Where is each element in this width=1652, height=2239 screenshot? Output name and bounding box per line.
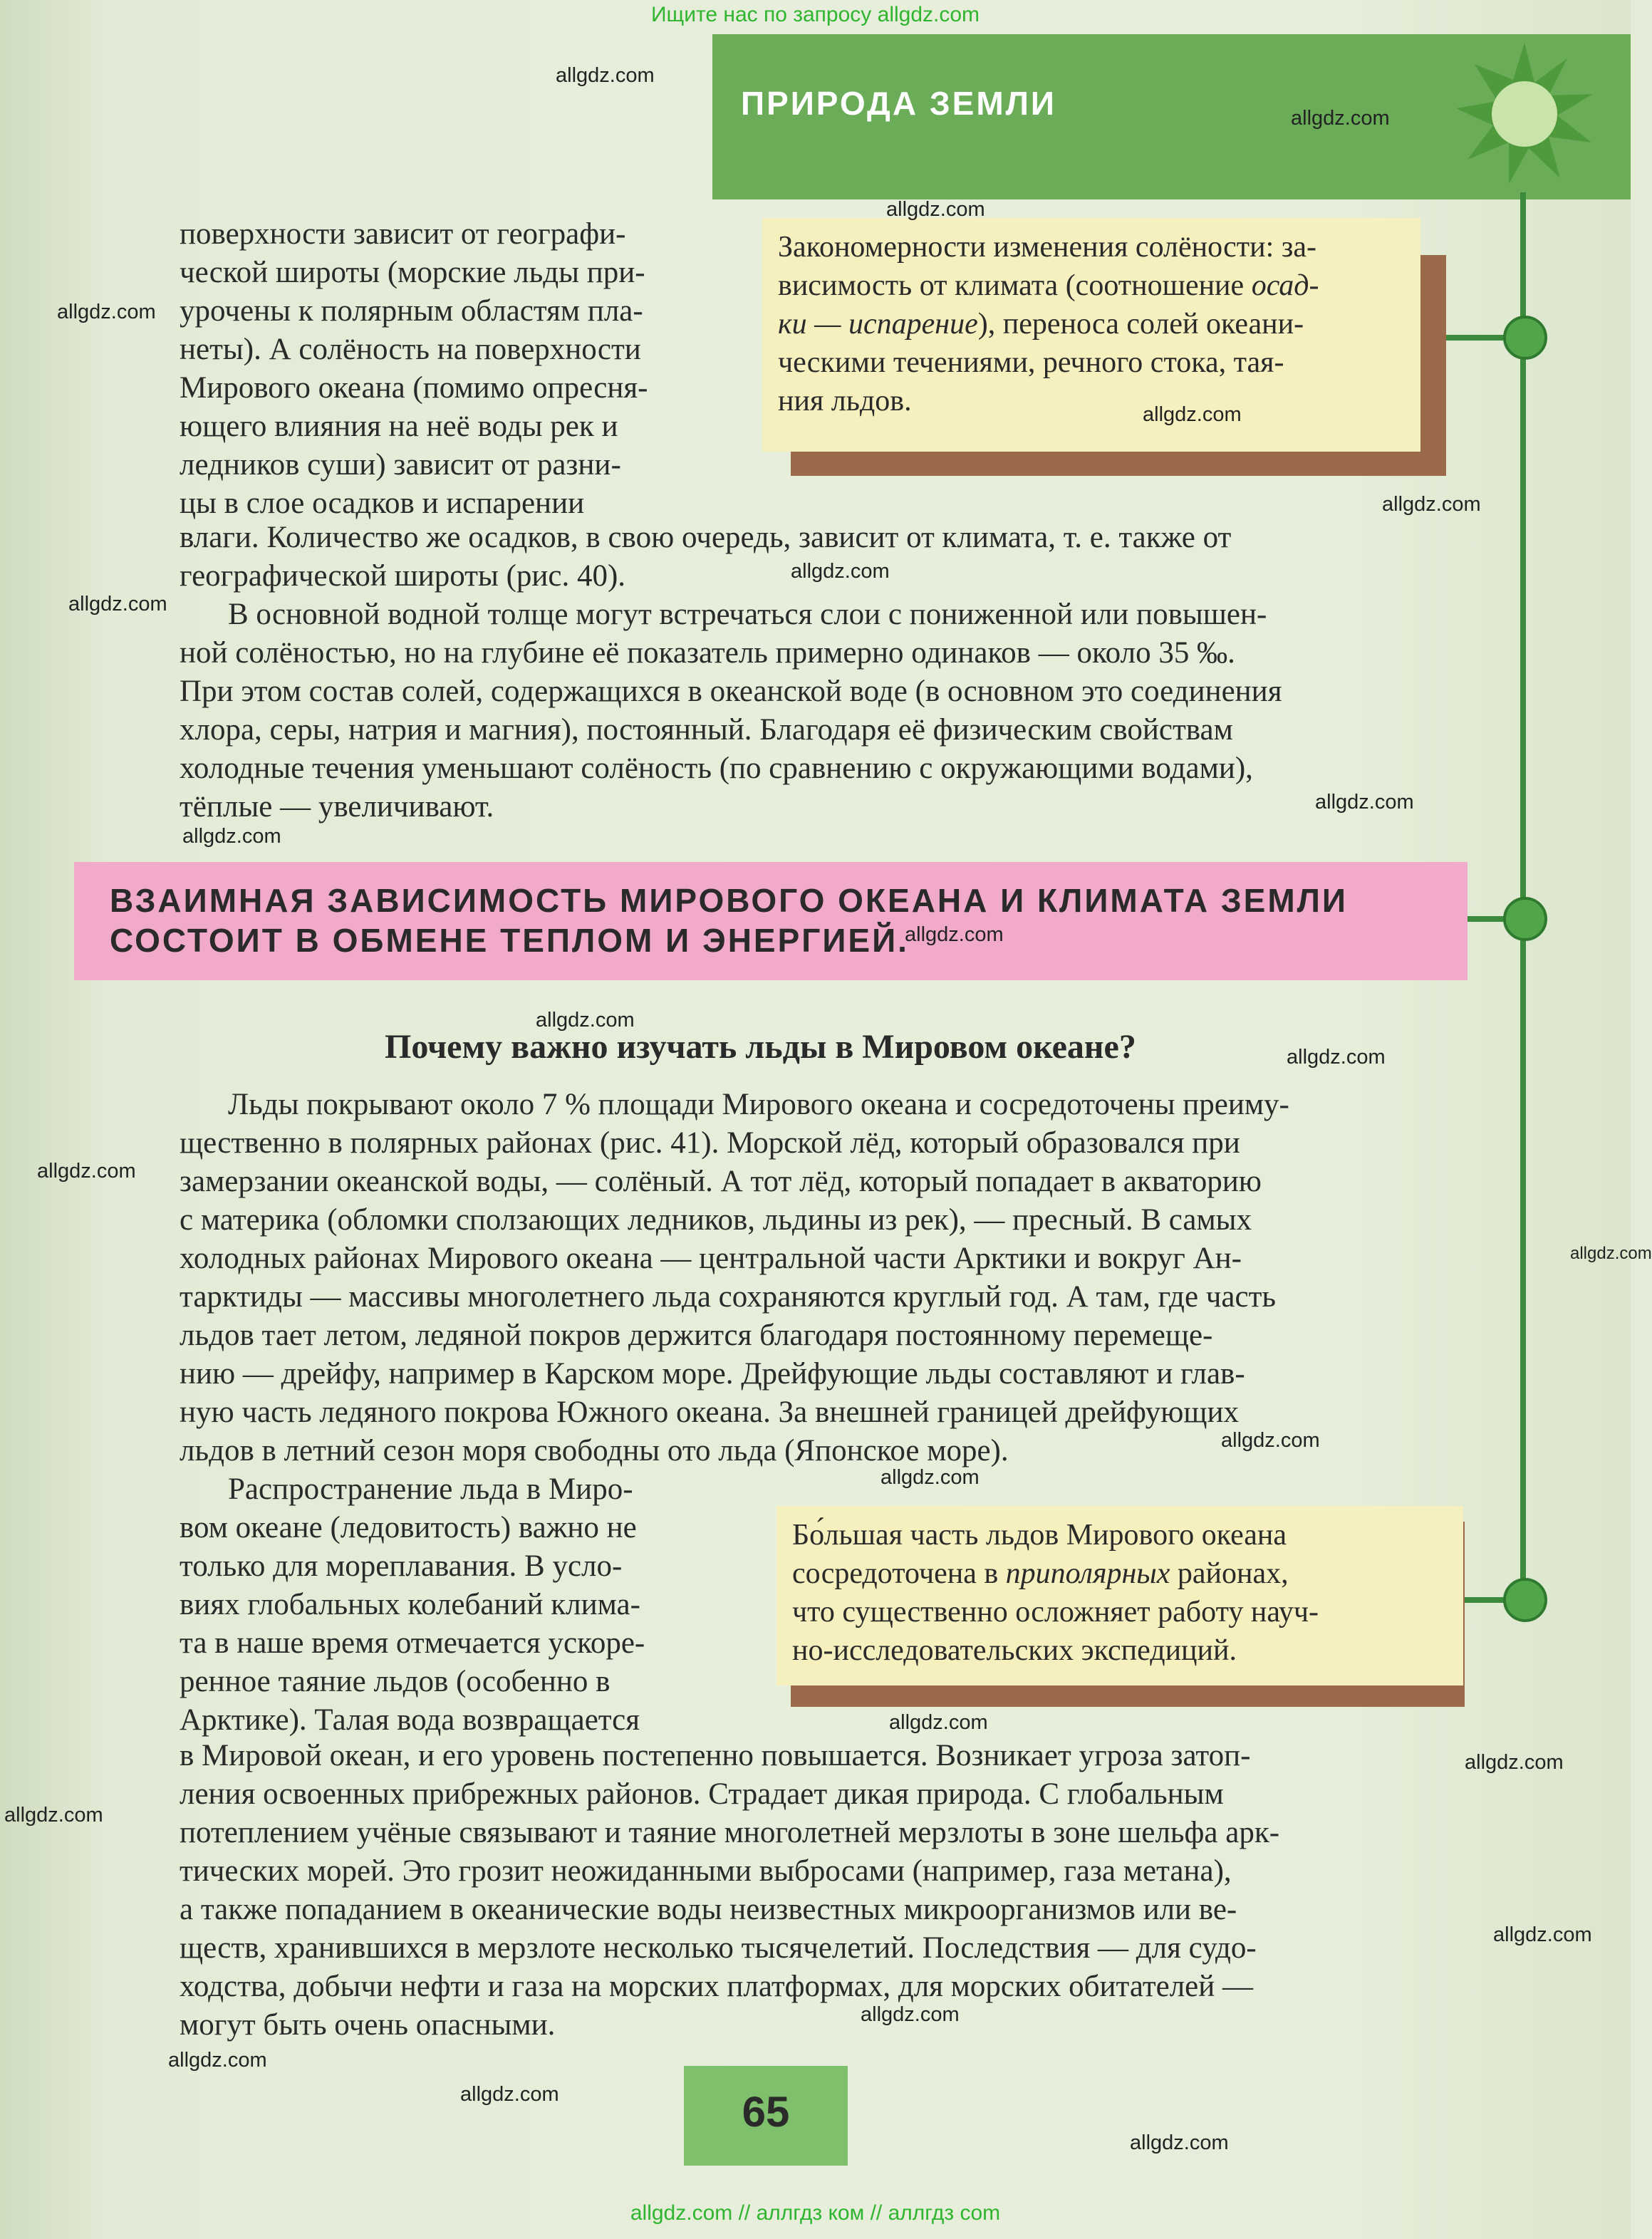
watermark: allgdz.com: [168, 2049, 267, 2072]
watermark: allgdz.com: [1287, 1046, 1386, 1069]
note-text: висимость от климата (соотношение: [778, 269, 1252, 302]
text-line: влаги. Количество же осадков, в свою очередь, зависит от климата, т. е. также от: [180, 521, 1232, 554]
text-line: замерзании океанской воды, — солёный. А тот лёд, который попадает в акваторию: [180, 1165, 1262, 1198]
section-heading: Почему важно изучать льды в Мировом океане?: [385, 1028, 1136, 1066]
text-line: хлора, серы, натрия и магния), постоянный. Благодаря её физическим свойствам: [180, 713, 1233, 747]
text-line: ления освоенных прибрежных районов. Страдает дикая природа. С глобальным: [180, 1777, 1224, 1811]
text-line: тарктиды — массивы многолетнего льда сохраняются круглый год. А там, где часть: [180, 1280, 1276, 1314]
note-line: ния льдов.: [778, 385, 912, 417]
watermark: allgdz.com: [37, 1160, 136, 1183]
note-line: [778, 305, 1405, 343]
text-line: льдов в летний сезон моря свободны ото льда (Японское море).: [180, 1434, 1009, 1467]
text-line: льдов тает летом, ледяной покров держится благодаря постоянному перемеще-: [180, 1319, 1213, 1352]
text-line: Льды покрывают около 7 % площади Мирового океана и сосредоточены преиму-: [228, 1088, 1289, 1121]
text-line: В основной водной толще могут встречаться слои с пониженной или повышен-: [228, 598, 1267, 631]
text-line: виях глобальных колебаний клима-: [180, 1588, 640, 1621]
bottom-links[interactable]: allgdz.com // аллгдз ком // аллгдз com: [630, 2201, 1001, 2225]
note-line: [792, 1554, 1448, 1593]
section-title: ПРИРОДА ЗЕМЛИ: [741, 85, 1056, 122]
watermark: allgdz.com: [880, 1466, 980, 1489]
note-ice: [776, 1506, 1463, 1685]
text-line: ходства, добычи нефти и газа на морских платформах, для морских обитателей —: [180, 1970, 1253, 2003]
note-text: сосредоточена в: [792, 1557, 1006, 1590]
text-line: ществ, хранившихся в мерзлоте несколько тысячелетий. Последствия — для судо-: [180, 1931, 1257, 1965]
text-line: урочены к полярным областям пла-: [180, 294, 643, 328]
top-search-link[interactable]: Ищите нас по запросу allgdz.com: [650, 3, 980, 26]
text-line: неты). А солёность на поверхности: [180, 333, 641, 366]
watermark: allgdz.com: [1493, 1923, 1592, 1946]
watermark: allgdz.com: [1291, 107, 1390, 130]
watermark: allgdz.com: [68, 593, 167, 615]
text-line: нию — дрейфу, например в Карском море. Дрейфующие льды составляют и глав-: [180, 1357, 1245, 1391]
text-line: Арктике). Талая вода возвращается: [180, 1703, 640, 1737]
rail-dot: [1503, 1578, 1547, 1622]
watermark: allgdz.com: [905, 923, 1004, 946]
watermark: allgdz.com: [182, 825, 281, 848]
text-line: а также попаданием в океанические воды неизвестных микроорганизмов или ве-: [180, 1893, 1237, 1926]
text-line: ческой широты (морские льды при-: [180, 256, 645, 289]
text-line: та в наше время отмечается ускоре-: [180, 1626, 645, 1660]
watermark: allgdz.com: [536, 1009, 635, 1032]
watermark: allgdz.com: [889, 1711, 988, 1734]
watermark: allgdz.com: [1221, 1429, 1320, 1452]
text-line: ную часть ледяного покрова Южного океана. За внешней границей дрейфующих: [180, 1396, 1240, 1429]
note-salinity: [762, 218, 1420, 452]
text-line: ледников суши) зависит от разни-: [180, 448, 621, 482]
note-text: районах,: [1170, 1557, 1289, 1590]
text-line: щественно в полярных районах (рис. 41). Морской лёд, который образовался при: [180, 1126, 1240, 1160]
note-line: ческими течениями, речного стока, тая-: [778, 346, 1284, 379]
note-line: Бо́льшая часть льдов Мирового океана: [792, 1519, 1287, 1552]
text-line: могут быть очень опасными.: [180, 2008, 556, 2042]
note-italic: ки — испарение: [778, 308, 978, 341]
key-idea-text: [110, 880, 1449, 960]
callout-line: СОСТОИТ В ОБМЕНЕ ТЕПЛОМ И ЭНЕРГИЕЙ.: [110, 922, 909, 959]
text-line: Мирового океана (помимо опресня-: [180, 371, 648, 405]
text-line: При этом состав солей, содержащихся в океанской воде (в основном это соединения: [180, 675, 1282, 708]
text-line: ной солёностью, но на глубине её показатель примерно одинаков — около 35 ‰.: [180, 636, 1235, 670]
note-italic: осад-: [1251, 269, 1319, 302]
watermark: allgdz.com: [4, 1804, 103, 1827]
watermark: allgdz.com: [1143, 403, 1242, 426]
text-line: поверхности зависит от географи-: [180, 217, 626, 251]
text-line: в Мировой океан, и его уровень постепенно повышается. Возникает угроза затоп-: [180, 1739, 1251, 1772]
star-icon: [1453, 43, 1596, 185]
watermark: allgdz.com: [1570, 1244, 1652, 1263]
text-line: потеплением учёные связывают и таяние многолетней мерзлоты в зоне шельфа арк-: [180, 1816, 1280, 1849]
watermark: allgdz.com: [1315, 791, 1414, 814]
rail-dot: [1503, 316, 1547, 360]
text-line: Распространение льда в Миро-: [228, 1472, 633, 1506]
watermark: allgdz.com: [460, 2083, 559, 2106]
note-line: Закономерности изменения солёности: за-: [778, 231, 1316, 264]
rail-dot: [1503, 897, 1547, 941]
callout-line: ВЗАИМНАЯ ЗАВИСИМОСТЬ МИРОВОГО ОКЕАНА И КЛИМАТА ЗЕМЛИ: [110, 882, 1348, 919]
text-line: вом океане (ледовитость) важно не: [180, 1511, 637, 1544]
watermark: allgdz.com: [861, 2003, 960, 2026]
note-italic: приполярных: [1005, 1557, 1170, 1590]
watermark: allgdz.com: [556, 64, 655, 87]
text-line: ренное таяние льдов (особенно в: [180, 1665, 611, 1698]
page-number: 65: [742, 2088, 790, 2136]
note-text: ), переноса солей океани-: [977, 308, 1304, 341]
watermark: allgdz.com: [1130, 2131, 1229, 2154]
text-line: холодных районах Мирового океана — центральной части Арктики и вокруг Ан-: [180, 1242, 1242, 1275]
watermark: allgdz.com: [57, 301, 156, 323]
text-line: тёплые — увеличивают.: [180, 790, 494, 824]
text-line: географической широты (рис. 40).: [180, 559, 626, 593]
watermark: allgdz.com: [791, 560, 890, 583]
watermark: allgdz.com: [1382, 493, 1481, 516]
text-line: холодные течения уменьшают солёность (по сравнению с окружающими водами),: [180, 752, 1253, 785]
note-line: [778, 266, 1405, 305]
note-line: но-исследовательских экспедиций.: [792, 1634, 1237, 1667]
text-line: с материка (обломки сползающих ледников, льдины из рек), — пресный. В самых: [180, 1203, 1252, 1237]
text-line: ющего влияния на неё воды рек и: [180, 410, 618, 443]
text-line: тических морей. Это грозит неожиданными выбросами (например, газа метана),: [180, 1854, 1232, 1888]
note-line: что существенно осложняет работу науч-: [792, 1596, 1319, 1628]
text-line: цы в слое осадков и испарении: [180, 487, 585, 520]
text-line: только для мореплавания. В усло-: [180, 1549, 623, 1583]
watermark: allgdz.com: [1465, 1751, 1564, 1774]
watermark: allgdz.com: [886, 198, 985, 221]
